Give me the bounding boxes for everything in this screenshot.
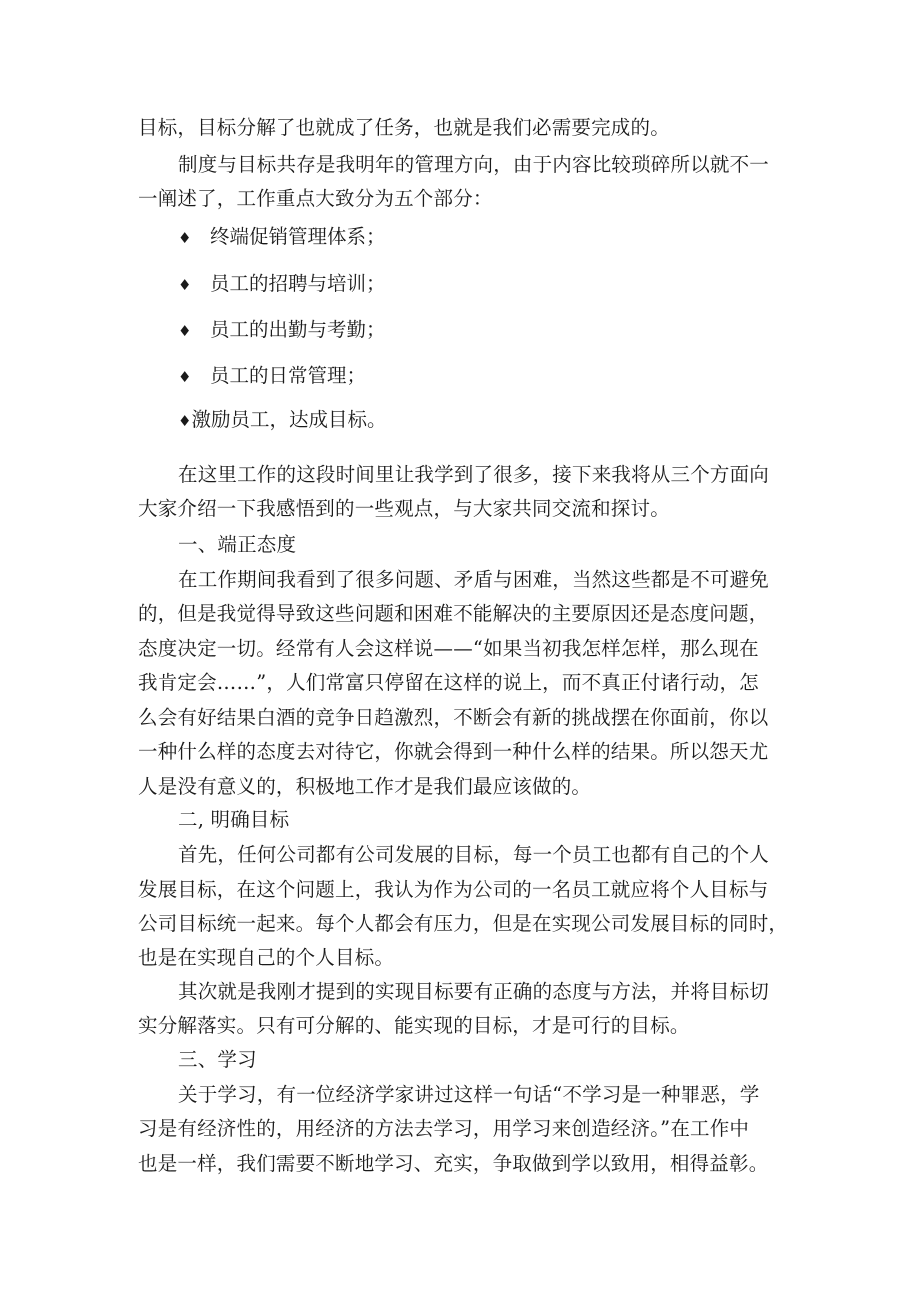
list-item-text: 激励员工，达成目标。 [191, 408, 387, 431]
paragraph-line: 我肯定会……”，人们常富只停留在这样的说上，而不真正付诸行动，怎 [138, 671, 759, 694]
paragraph-line: 关于学习，有一位经济学家讲过这样一句话“不学习是一种罪恶，学 [178, 1083, 760, 1106]
paragraph-line: 首先，任何公司都有公司发展的目标，每一个员工也都有自己的个人 [178, 843, 770, 866]
section-heading: 一、端正态度 [178, 533, 297, 556]
paragraph-line: 在这里工作的这段时间里让我学到了很多，接下来我将从三个方面向 [178, 463, 770, 486]
paragraph-line: 么会有好结果白酒的竞争日趋激烈，不断会有新的挑战摆在你面前，你以 [138, 706, 769, 729]
diamond-bullet-icon: ♦ [178, 229, 192, 247]
paragraph-line: 态度决定一切。经常有人会这样说——“如果当初我怎样怎样，那么现在 [138, 637, 759, 660]
list-item [178, 364, 366, 389]
paragraph-line: 一种什么样的态度去对待它，你就会得到一种什么样的结果。所以怨天尤 [138, 740, 769, 763]
paragraph-line: 公司目标统一起来。每个人都会有压力，但是在实现公司发展目标的同时， [138, 912, 789, 935]
paragraph-line: 发展目标，在这个问题上，我认为作为公司的一名员工就应将个人目标与 [138, 878, 769, 901]
diamond-bullet-icon: ♦ [178, 412, 192, 430]
paragraph-line: 也是一样，我们需要不断地学习、充实，争取做到学以致用，相得益彰。 [138, 1152, 769, 1175]
list-item-text: 员工的招聘与培训； [210, 272, 386, 295]
list-item-text: 员工的出勤与考勤； [210, 318, 386, 341]
paragraph-line: 人是没有意义的，积极地工作才是我们最应该做的。 [138, 775, 592, 798]
diamond-bullet-icon: ♦ [178, 276, 192, 294]
paragraph-line: 一阐述了，工作重点大致分为五个部分： [138, 187, 493, 210]
list-item [178, 225, 386, 250]
list-item-text: 终端促销管理体系； [210, 225, 386, 248]
list-item-text: 员工的日常管理； [210, 364, 367, 387]
diamond-bullet-icon: ♦ [178, 368, 192, 386]
paragraph-line: 实分解落实。只有可分解的、能实现的目标，才是可行的目标。 [138, 1014, 690, 1037]
section-heading: 三、学习 [178, 1048, 257, 1071]
diamond-bullet-icon: ♦ [178, 322, 192, 340]
paragraph-line: 大家介绍一下我感悟到的一些观点，与大家共同交流和探讨。 [138, 497, 670, 520]
paragraph-line: 在工作期间我看到了很多问题、矛盾与困难，当然这些都是不可避免 [178, 568, 770, 591]
paragraph-line: 制度与目标共存是我明年的管理方向，由于内容比较琐碎所以就不一 [178, 153, 770, 176]
paragraph-line: 其次就是我刚才提到的实现目标要有正确的态度与方法，并将目标切 [178, 980, 770, 1003]
list-item [178, 408, 386, 433]
paragraph-line: 也是在实现自己的个人目标。 [138, 946, 395, 969]
list-item [178, 272, 386, 297]
list-item [178, 318, 386, 343]
paragraph-line: 习是有经济性的，用经济的方法去学习，用学习来创造经济。”在工作中 [138, 1117, 750, 1140]
paragraph-line: 的，但是我觉得导致这些问题和困难不能解决的主要原因还是态度问题， [138, 602, 769, 625]
paragraph-line: 目标，目标分解了也就成了任务，也就是我们必需要完成的。 [138, 116, 670, 139]
section-heading: 二, 明确目标 [178, 808, 290, 831]
